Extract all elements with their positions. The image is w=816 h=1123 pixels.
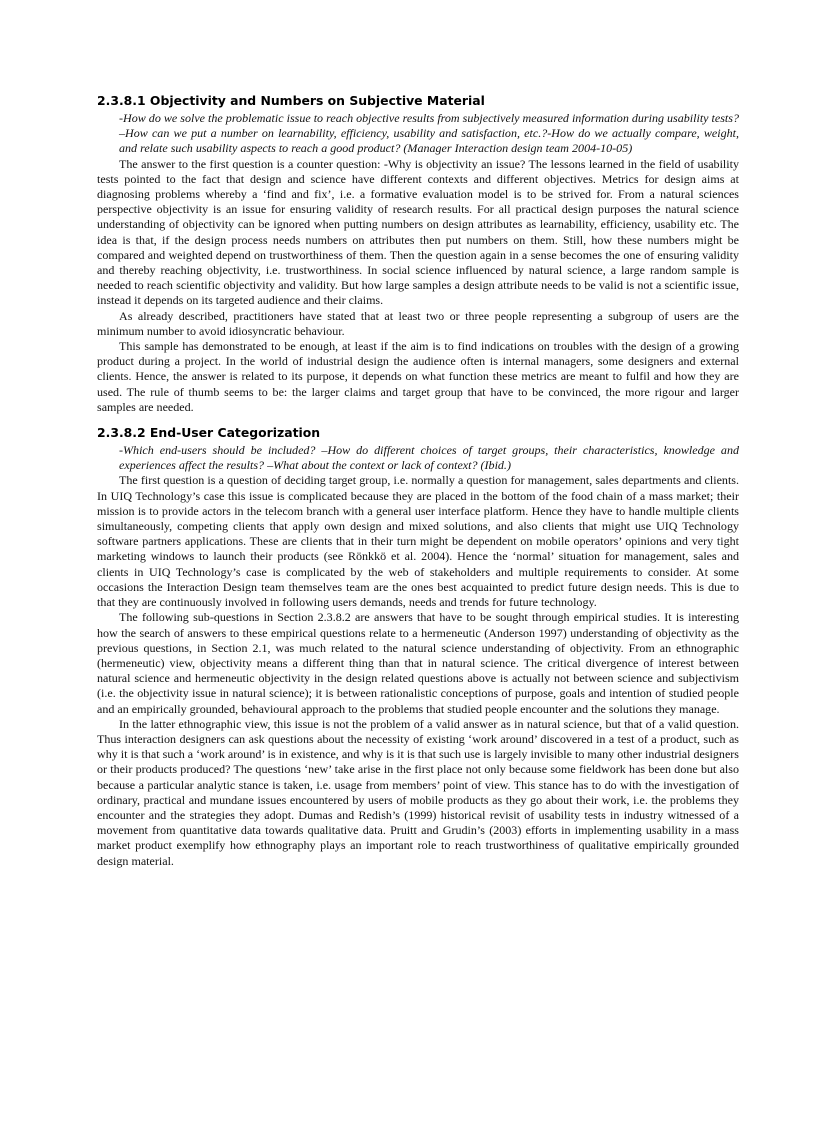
body-paragraph: The answer to the first question is a counter question: -Why is objectivity an issue? The lessons learned in the field of usability tests pointed to the fact that design and science have different contexts and different objectives. Metrics for design aims at diagnosing problems whereby a ‘find and fix’, i.e. a formative evaluation model is to be strived for. From a natural sciences perspective objectivity is an issue for ensuring validity of research results. For all practical design purposes the natural science understanding of objectivity can be ignored when putting numbers on design attributes as learnability, efficiency, usability etc. The idea is that, if the design process needs numbers on attributes then put numbers on them. Still, how these numbers might be compared and weighted depend on trustworthiness of them. Then the question again in a sense becomes the one of ensuring validity and thereby reaching objectivity, i.e. trustworthiness. In social science influenced by natural science, a large random sample is needed to reach scientific objectivity and validity. But how large samples a design attribute needs to be valid is not a scientific issue, instead it depends on its targeted audience and their claims. <box>97 156 739 308</box>
body-paragraph: The first question is a question of deciding target group, i.e. normally a question for management, sales departments and clients. In UIQ Technology’s case this issue is complicated because they are placed in the bottom of the food chain of a mass market; their mission is to provide actors in the telecom branch with a general user interface platform. Hence they have to handle multiple clients simultaneously, competing clients that apply own design and mixed solutions, and also clients that might use UIQ Technology software partners applications. These are clients that in their turn might be dependent on mobile operators’ opinions and very tight marketing windows to launch their products (see Rönkkö et al. 2004). Hence the ‘normal’ situation for management, sales and clients in UIQ Technology’s case is complicated by the web of stakeholders and multiple requirements to consider. At some occasions the Interaction Design team themselves team are the ones best acquainted to predict future design needs. This is due to that they are continuously involved in following users demands, needs and trends for future technology. <box>97 473 739 610</box>
italic-quote: -How do we solve the problematic issue to reach objective results from subjectively measured information during usability tests? –How can we put a number on learnability, efficiency, usability and satisfaction, etc.?-How do we actually compare, weight, and relate such usability aspects to reach a good product? (Manager Interaction design team 2004-10-05) <box>119 111 739 156</box>
body-paragraph: The following sub-questions in Section 2.3.8.2 are answers that have to be sought through empirical studies. It is interesting how the search of answers to these empirical questions relate to a hermeneutic (Anderson 1997) understanding of objectivity as the previous questions, in Section 2.1, was much related to the natural science understanding of objectivity. From an ethnographic (hermeneutic) view, objectivity means a different thing than that in natural science. The critical divergence of interest between natural science and hermeneutic objectivity in the design related questions above is actually not between science and subjectivism (i.e. the objectivity issue in natural science); it is between rationalistic conceptions of purpose, goals and intention of studied people and an empirically grounded, behavioural approach to the problems that studied people encounter and the solutions they manage. <box>97 610 739 716</box>
body-paragraph: As already described, practitioners have stated that at least two or three people representing a subgroup of users are the minimum number to avoid idiosyncratic behaviour. <box>97 308 739 338</box>
section-heading: 2.3.8.2 End-User Categorization <box>97 425 321 441</box>
section-end-user-categorization <box>97 425 739 869</box>
section-objectivity <box>97 93 739 415</box>
italic-quote: -Which end-users should be included? –How do different choices of target groups, their characteristics, knowledge and experiences affect the results? –What about the context or lack of context? (Ibid.) <box>119 443 739 473</box>
body-paragraph: In the latter ethnographic view, this issue is not the problem of a valid answer as in natural science, but that of a valid question. Thus interaction designers can ask questions about the necessity of existing ‘work around’ discovered in a test of a product, such as why it is that such a ‘work around’ is in existence, and why is it is that such use is largely invisible to many other industrial designers or their products produced? The questions ‘new’ take arise in the first place not only because some fieldwork has been done but also because a particular analytic stance is taken, i.e. usage from members’ point of view. This stance has to do with the investigation of ordinary, practical and mundane issues encountered by users of mobile products as they go about their work, i.e. the problems they encounter and the strategies they adopt. Dumas and Redish’s (1999) historical revisit of usability tests in industry witnessed of a movement from quantitative data towards qualitative data. Pruitt and Grudin’s (2003) efforts in implementing usability in a mass market product exemplify how ethnography plays an important role to reach trustworthiness of qualitative empirically grounded design material. <box>97 716 739 868</box>
document-page <box>97 93 739 869</box>
body-paragraph: This sample has demonstrated to be enough, at least if the aim is to find indications on troubles with the design of a growing product during a project. In the world of industrial design the audience often is internal managers, some designers and external clients. Hence, the answer is related to its purpose, it depends on what function these metrics are meant to fulfil and how they are used. The rule of thumb seems to be: the larger claims and target group that have to be convinced, the more rigour and larger samples are needed. <box>97 339 739 414</box>
section-heading: 2.3.8.1 Objectivity and Numbers on Subjective Material <box>97 93 485 108</box>
